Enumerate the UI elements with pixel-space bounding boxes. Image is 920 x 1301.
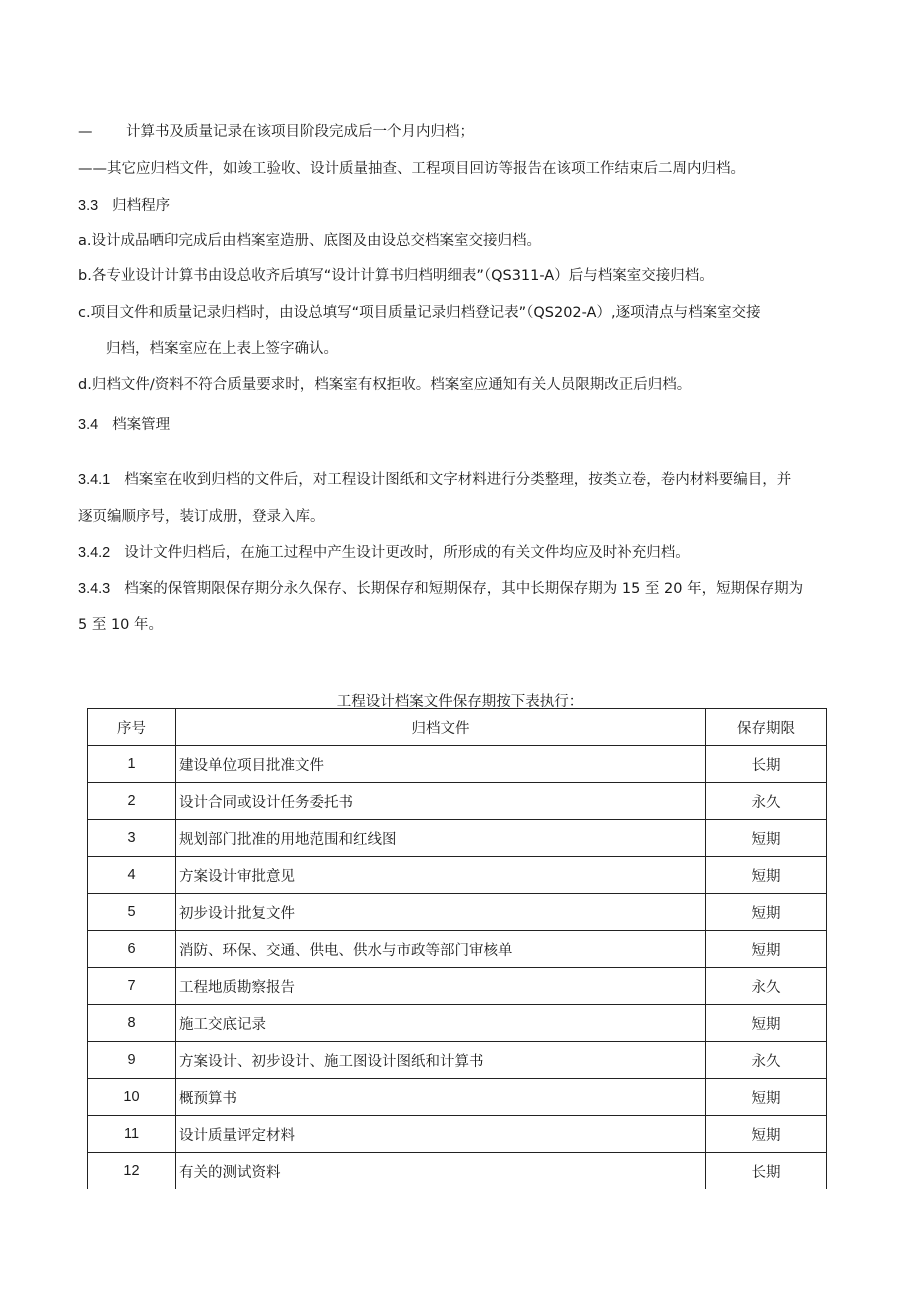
clause-3-4-2 — [78, 541, 690, 562]
row-document: 方案设计审批意见 — [176, 857, 706, 894]
row-document: 规划部门批准的用地范围和红线图 — [176, 820, 706, 857]
row-retention-period: 长期 — [706, 746, 827, 783]
table-row — [88, 931, 827, 968]
procedure-item-c-line1: c.项目文件和质量记录归档时，由设总填写“项目质量记录归档登记表”（QS202-A）,逐项清点与档案室交接 — [78, 305, 761, 321]
table-row — [88, 1116, 827, 1153]
clause-text: 档案室在收到归档的文件后，对工程设计图纸和文字材料进行分类整理，按类立卷，卷内材料要编目，并 — [124, 472, 792, 488]
row-serial-no: 4 — [88, 857, 176, 894]
table-row — [88, 857, 827, 894]
row-retention-period: 短期 — [706, 1079, 827, 1116]
header-serial-no: 序号 — [88, 709, 176, 746]
clause-number: 3.4.3 — [78, 581, 111, 597]
clause-3-4-1 — [78, 468, 791, 489]
row-document: 初步设计批复文件 — [176, 894, 706, 931]
table-row — [88, 746, 827, 783]
procedure-item-d: d.归档文件/资料不符合质量要求时，档案室有权拒收。档案室应通知有关人员限期改正后归档。 — [78, 377, 692, 393]
paragraph-text: 计算书及质量记录在该项目阶段完成后一个月内归档； — [126, 124, 474, 140]
table-row — [88, 820, 827, 857]
row-serial-no: 5 — [88, 894, 176, 931]
row-serial-no: 3 — [88, 820, 176, 857]
section-title: 归档程序 — [112, 198, 171, 214]
table-row — [88, 783, 827, 820]
table-caption: 工程设计档案文件保存期按下表执行： — [336, 694, 584, 710]
section-number: 3.3 — [78, 198, 99, 214]
clause-number: 3.4.2 — [78, 545, 111, 561]
table-row — [88, 1005, 827, 1042]
clause-3-4-3-continued: 5 至 10 年。 — [78, 617, 164, 633]
procedure-item-a: a.设计成品晒印完成后由档案室造册、底图及由设总交档案室交接归档。 — [78, 233, 541, 249]
row-document: 消防、环保、交通、供电、供水与市政等部门审核单 — [176, 931, 706, 968]
procedure-item-b: b.各专业设计计算书由设总收齐后填写“设计计算书归档明细表”（QS311-A）后与档案室交接归档。 — [78, 268, 714, 284]
row-serial-no: 8 — [88, 1005, 176, 1042]
row-retention-period: 短期 — [706, 857, 827, 894]
row-retention-period: 短期 — [706, 931, 827, 968]
row-serial-no: 2 — [88, 783, 176, 820]
row-document: 方案设计、初步设计、施工图设计图纸和计算书 — [176, 1042, 706, 1079]
section-number: 3.4 — [78, 417, 99, 433]
procedure-item-c-line2: 归档，档案室应在上表上签字确认。 — [106, 341, 338, 357]
row-serial-no: 12 — [88, 1153, 176, 1190]
clause-3-4-3 — [78, 577, 803, 598]
row-retention-period: 永久 — [706, 783, 827, 820]
clause-3-4-1-continued: 逐页编顺序号，装订成册，登录入库。 — [78, 509, 325, 525]
row-document: 设计质量评定材料 — [176, 1116, 706, 1153]
row-document: 概预算书 — [176, 1079, 706, 1116]
table-row — [88, 894, 827, 931]
table-row — [88, 1153, 827, 1190]
row-retention-period: 永久 — [706, 968, 827, 1005]
paragraph-archive-deadline-1 — [78, 120, 474, 141]
retention-table — [87, 708, 827, 1189]
row-serial-no: 11 — [88, 1116, 176, 1153]
table-row — [88, 1042, 827, 1079]
section-title: 档案管理 — [112, 417, 171, 433]
header-archive-document: 归档文件 — [176, 709, 706, 746]
row-document: 工程地质勘察报告 — [176, 968, 706, 1005]
row-serial-no: 7 — [88, 968, 176, 1005]
dash-mark: — — [78, 124, 93, 140]
row-serial-no: 9 — [88, 1042, 176, 1079]
section-heading-3-4 — [78, 413, 170, 434]
row-retention-period: 短期 — [706, 1116, 827, 1153]
row-retention-period: 长期 — [706, 1153, 827, 1190]
row-document: 设计合同或设计任务委托书 — [176, 783, 706, 820]
header-retention-period: 保存期限 — [706, 709, 827, 746]
paragraph-archive-deadline-2: ——其它应归档文件，如竣工验收、设计质量抽查、工程项目回访等报告在该项工作结束后二周内归档。 — [78, 161, 745, 177]
row-retention-period: 短期 — [706, 820, 827, 857]
row-serial-no: 10 — [88, 1079, 176, 1116]
section-heading-3-3 — [78, 194, 170, 215]
row-retention-period: 永久 — [706, 1042, 827, 1079]
row-document: 建设单位项目批准文件 — [176, 746, 706, 783]
clause-number: 3.4.1 — [78, 472, 111, 488]
clause-text: 档案的保管期限保存期分永久保存、长期保存和短期保存，其中长期保存期为 15 至 20 年，短期保存期为 — [124, 581, 804, 597]
table-header-row — [88, 709, 827, 746]
row-serial-no: 6 — [88, 931, 176, 968]
row-document: 有关的测试资料 — [176, 1153, 706, 1190]
table-row — [88, 968, 827, 1005]
row-retention-period: 短期 — [706, 1005, 827, 1042]
row-document: 施工交底记录 — [176, 1005, 706, 1042]
table-row — [88, 1079, 827, 1116]
row-serial-no: 1 — [88, 746, 176, 783]
row-retention-period: 短期 — [706, 894, 827, 931]
clause-text: 设计文件归档后，在施工过程中产生设计更改时，所形成的有关文件均应及时补充归档。 — [124, 545, 690, 561]
